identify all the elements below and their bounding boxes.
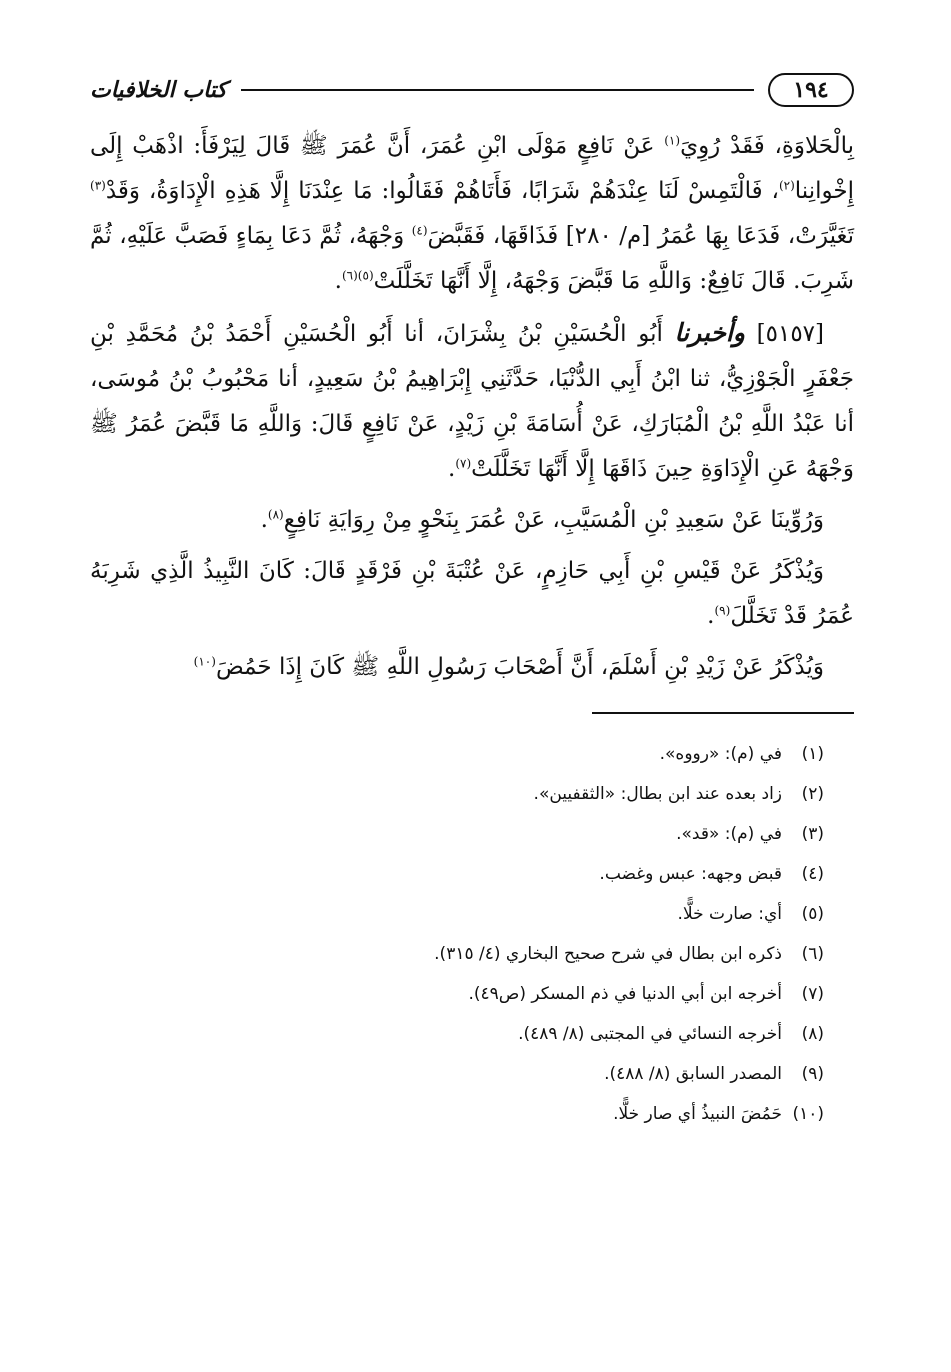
paragraph-2 — [90, 310, 854, 492]
footnote-separator — [592, 712, 854, 714]
footnote-item — [90, 1054, 824, 1094]
book-title: كتاب الخلافيات — [90, 77, 227, 103]
footnote-number: (٨) — [801, 1024, 824, 1044]
footnote-ref-5-6: (٥)(٦) — [341, 268, 374, 283]
footnote-number: (٤) — [801, 864, 824, 884]
footnote-ref-2: (٢) — [778, 178, 795, 193]
footnote-item — [90, 814, 824, 854]
text-run: بِالْحَلاوَةِ، فَقَدْ رُوِيَ — [680, 133, 855, 159]
page-number: ١٩٤ — [768, 73, 854, 107]
text-run: وَيُذْكَرُ عَنْ قَيْسِ بْنِ أَبِي حَازِمٍ، عَنْ عُتْبَةَ بْنِ فَرْقَدٍ قَالَ: كَانَ النَّبِيذُ الَّذِي شَرِبَهُ عُمَرُ قَدْ تَخَلَّلَ — [90, 558, 854, 629]
footnote-number: (١) — [801, 744, 824, 764]
footnote-ref-9: (٩) — [714, 603, 731, 618]
hadith-number: [٥١٥٧] — [756, 321, 825, 347]
text-run: ، فَالْتَمِسْ لَنَا عِنْدَهُمْ شَرَابًا، فَأَتَاهُمْ فَقَالُوا: مَا عِنْدَنَا إِلَّا هَذِهِ الْإِدَاوَةُ، وَقَدْ — [105, 178, 779, 204]
chain-opener: وأخبرنا — [674, 318, 745, 347]
footnote-text: المصدر السابق (٨/ ٤٨٨). — [604, 1064, 782, 1084]
footnote-ref-3: (٣) — [90, 178, 106, 193]
book-page — [90, 60, 854, 1340]
footnote-number: (٣) — [801, 824, 824, 844]
paragraph-4 — [90, 549, 854, 639]
footnote-text: أي: صارت خلًّا. — [677, 904, 782, 924]
paragraph-5 — [90, 645, 854, 690]
footnote-item — [90, 774, 824, 814]
footnote-item — [90, 734, 824, 774]
footnote-ref-10: (١٠) — [193, 654, 216, 669]
footnote-item — [90, 854, 824, 894]
footnote-ref-7: (٧) — [455, 456, 472, 471]
footnote-item — [90, 974, 824, 1014]
footnote-text: زاد بعده عند ابن بطال: «الثقفيين». — [533, 784, 782, 804]
text-run: . — [707, 603, 715, 629]
text-run: . — [260, 507, 268, 533]
footnote-item — [90, 934, 824, 974]
footnote-ref-8: (٨) — [267, 507, 284, 522]
text-run: . — [334, 268, 342, 294]
main-text — [90, 124, 854, 690]
footnote-item — [90, 894, 824, 934]
footnote-item — [90, 1094, 824, 1134]
footnote-ref-4: (٤) — [411, 223, 428, 238]
footnote-number: (٦) — [801, 944, 824, 964]
page-header — [90, 60, 854, 120]
footnotes — [90, 734, 854, 1134]
footnote-number: (٢) — [801, 784, 824, 804]
footnote-text: ذكره ابن بطال في شرح صحيح البخاري (٤/ ٣١٥). — [434, 944, 782, 964]
footnote-text: حَمُضَ النبيذُ أي صار خلًّا. — [613, 1104, 782, 1124]
text-run: وَجْهَهُ، ثُمَّ دَعَا بِمَاءٍ فَصَبَّ عَلَيْهِ، ثُمَّ شَرِبَ. قَالَ نَافِعٌ: وَاللَّهِ مَا قَبَّضَ وَجْهَهُ، إِلَّا أَنَّهَا تَخَلَّلَتْ — [90, 223, 854, 294]
text-run: عَنْ نَافِعٍ مَوْلَى ابْنِ عُمَرَ، أَنَّ عُمَرَ ﷺ قَالَ لِيَرْفَأَ: اذْهَبْ إِلَى إِخْوانِنا — [90, 133, 854, 204]
paragraph-1 — [90, 124, 854, 304]
footnote-text: أخرجه النسائي في المجتبى (٨/ ٤٨٩). — [518, 1024, 782, 1044]
footnote-number: (٧) — [801, 984, 824, 1004]
footnote-text: أخرجه ابن أبي الدنيا في ذم المسكر (ص٤٩). — [468, 984, 782, 1004]
text-run: وَيُذْكَرُ عَنْ زَيْدِ بْنِ أَسْلَمَ، أَنَّ أَصْحَابَ رَسُولِ اللَّهِ ﷺ كَانَ إِذَا حَمُضَ — [215, 654, 824, 680]
text-run: . — [448, 456, 456, 482]
footnote-number: (٩) — [801, 1064, 824, 1084]
footnote-ref-1: (١) — [664, 133, 681, 148]
footnote-text: قبض وجهه: عبس وغضب. — [599, 864, 782, 884]
text-run: وَرُوِّينَا عَنْ سَعِيدِ بْنِ الْمُسَيَّبِ، عَنْ عُمَرَ بِنَحْوٍ مِنْ رِوَايَةِ نَافِعٍ — [283, 507, 824, 533]
paragraph-3 — [90, 498, 854, 543]
footnote-text: في (م): «قد». — [676, 824, 782, 844]
header-rule — [241, 89, 754, 91]
footnote-number: (٥) — [801, 904, 824, 924]
footnote-number: (١٠) — [792, 1104, 824, 1124]
text-run: تَغَيَّرَتْ، فَدَعَا بِهَا عُمَرُ [م/ ٢٨٠] فَذَاقَهَا، فَقَبَّضَ — [427, 223, 855, 249]
footnote-text: في (م): «رووه». — [659, 744, 782, 764]
footnote-item — [90, 1014, 824, 1054]
text-run: أَبُو الْحُسَيْنِ بْنُ بِشْرَانَ، أنا أَبُو الْحُسَيْنِ أَحْمَدُ بْنُ مُحَمَّدِ بْنِ جَعْفَرٍ الْجَوْزِيُّ، ثنا ابْنُ أَبِي الدُّنْيَا، حَدَّثَنِي إِبْرَاهِيمُ بْنُ سَعِيدٍ، أنا مَحْبُوبُ بْنُ مُوسَى، أنا عَبْدُ اللَّهِ بْنُ الْمُبَارَكِ، عَنْ أُسَامَةَ بْنِ زَيْدٍ، عَنْ نَافِعٍ قَالَ: وَاللَّهِ مَا قَبَّضَ عُمَرُ ﷺ وَجْهَهُ عَنِ الْإِدَاوَةِ حِينَ ذَاقَهَا إِلَّا أَنَّهَا تَخَلَّلَتْ — [90, 321, 854, 482]
